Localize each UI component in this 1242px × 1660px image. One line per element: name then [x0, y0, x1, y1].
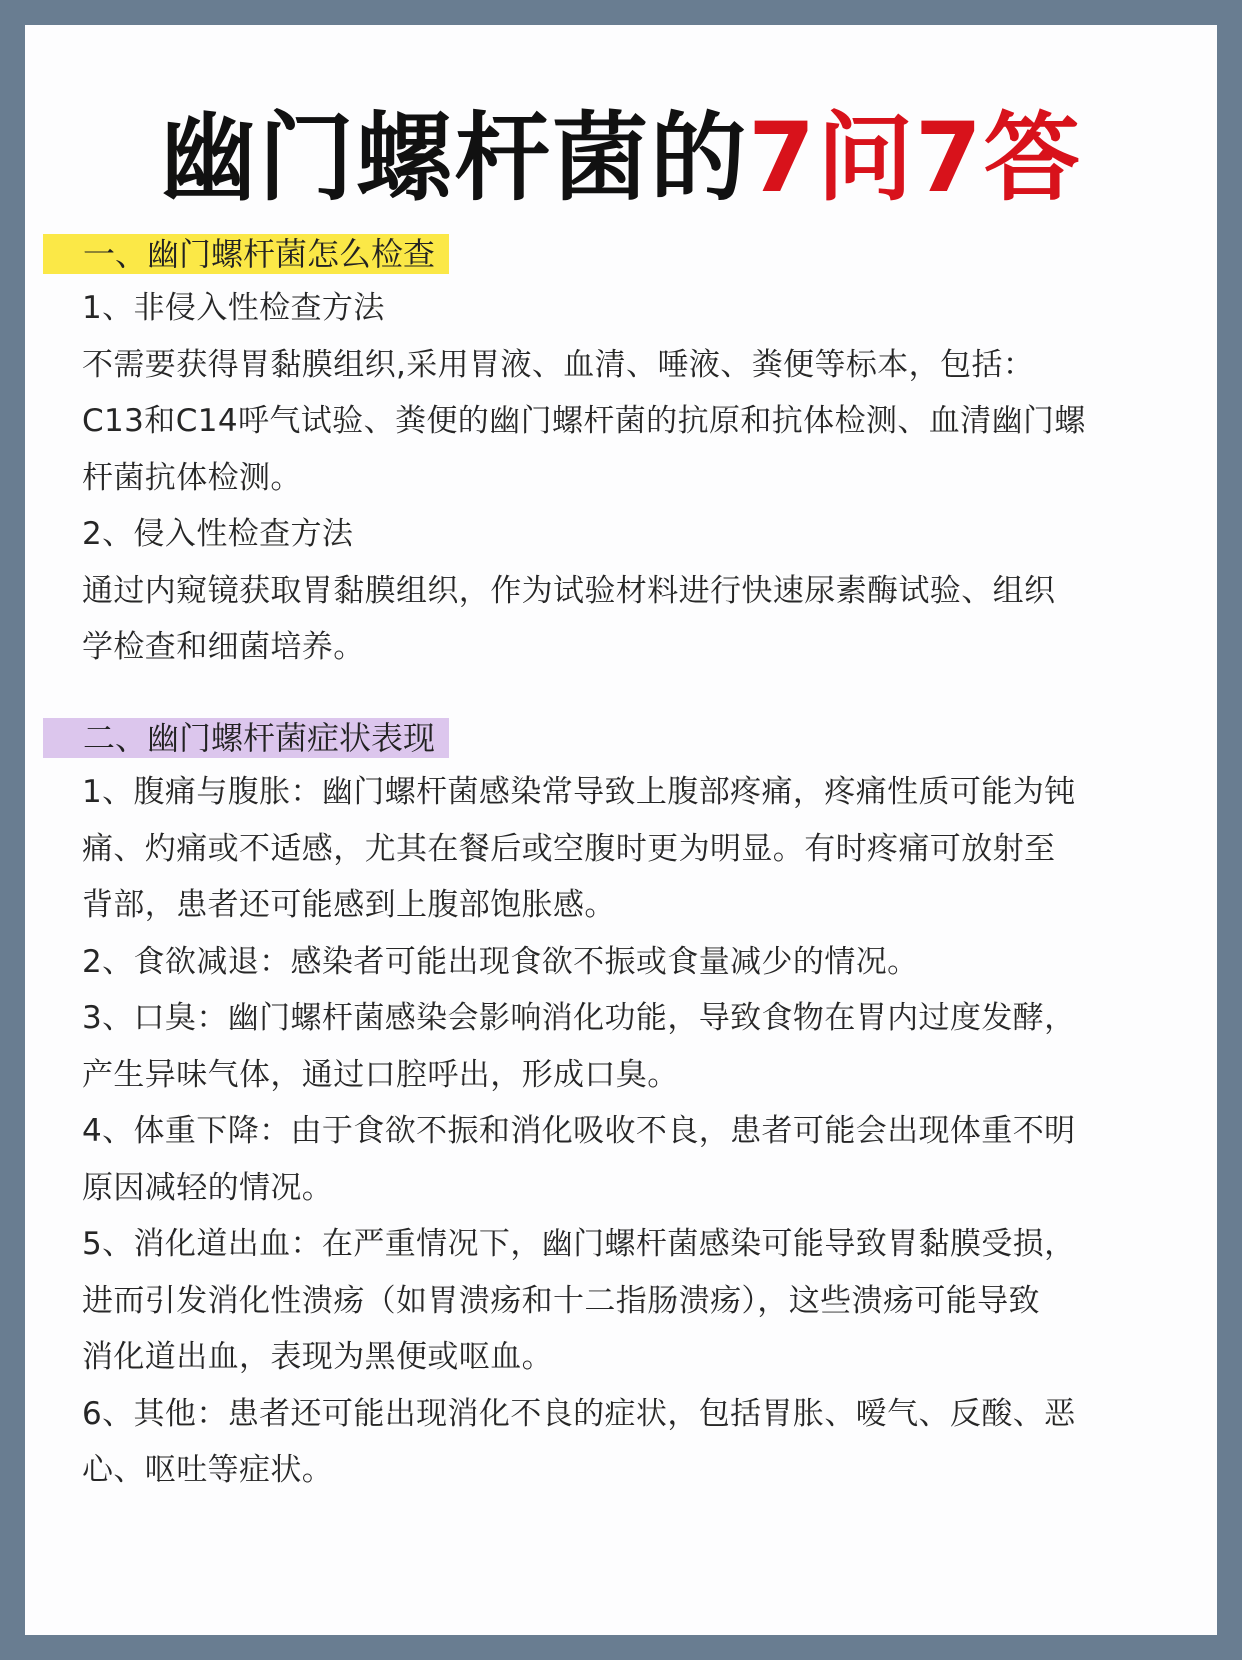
text-line: 5、消化道出血：在严重情况下，幽门螺杆菌感染可能导致胃黏膜受损，: [82, 1226, 1076, 1262]
text-line: 背部，患者还可能感到上腹部饱胀感。: [82, 887, 616, 923]
text-line: 学检查和细菌培养。: [82, 629, 365, 665]
text-line: 进而引发消化性溃疡（如胃溃疡和十二指肠溃疡），这些溃疡可能导致: [82, 1282, 1040, 1319]
page-title: [25, 103, 1217, 213]
text-line: 3、口臭：幽门螺杆菌感染会影响消化功能，导致食物在胃内过度发酵，: [82, 1000, 1076, 1036]
text-line: 4、体重下降：由于食欲不振和消化吸收不良，患者可能会出现体重不明: [82, 1113, 1076, 1149]
section-body: [82, 764, 1182, 1499]
text-line: 痛、灼痛或不适感，尤其在餐后或空腹时更为明显。有时疼痛可放射至: [82, 830, 1056, 867]
section-examination: [25, 234, 1217, 676]
text-line: 不需要获得胃黏膜组织,采用胃液、血清、唾液、粪便等标本，包括：: [82, 346, 1035, 383]
section-heading: 二、幽门螺杆菌症状表现: [43, 718, 449, 758]
text-line: 2、食欲减退：感染者可能出现食欲不振或食量减少的情况。: [82, 943, 919, 980]
section-symptoms: [25, 718, 1217, 1499]
text-line: 2、侵入性检查方法: [82, 516, 354, 552]
content-card: [25, 25, 1217, 1635]
text-line: 产生异味气体，通过口腔呼出，形成口臭。: [82, 1056, 679, 1093]
title-accent: 7问7答: [748, 102, 1082, 214]
text-line: 杆菌抗体检测。: [82, 459, 302, 496]
text-line: 消化道出血，表现为黑便或呕血。: [82, 1339, 553, 1375]
section-body: [82, 280, 1182, 676]
title-main: 幽门螺杆菌的: [160, 102, 749, 214]
text-line: 1、非侵入性检查方法: [82, 290, 385, 326]
text-line: 通过内窥镜获取胃黏膜组织，作为试验材料进行快速尿素酶试验、组织: [82, 572, 1056, 609]
text-line: 6、其他：患者还可能出现消化不良的症状，包括胃胀、嗳气、反酸、恶: [82, 1395, 1076, 1432]
section-heading: 一、幽门螺杆菌怎么检查: [43, 234, 449, 274]
text-line: 心、呕吐等症状。: [82, 1452, 334, 1488]
text-line: C13和C14呼气试验、粪便的幽门螺杆菌的抗原和抗体检测、血清幽门螺: [82, 403, 1086, 439]
text-line: 原因减轻的情况。: [82, 1169, 334, 1206]
text-line: 1、腹痛与腹胀：幽门螺杆菌感染常导致上腹部疼痛，疼痛性质可能为钝: [82, 774, 1076, 810]
